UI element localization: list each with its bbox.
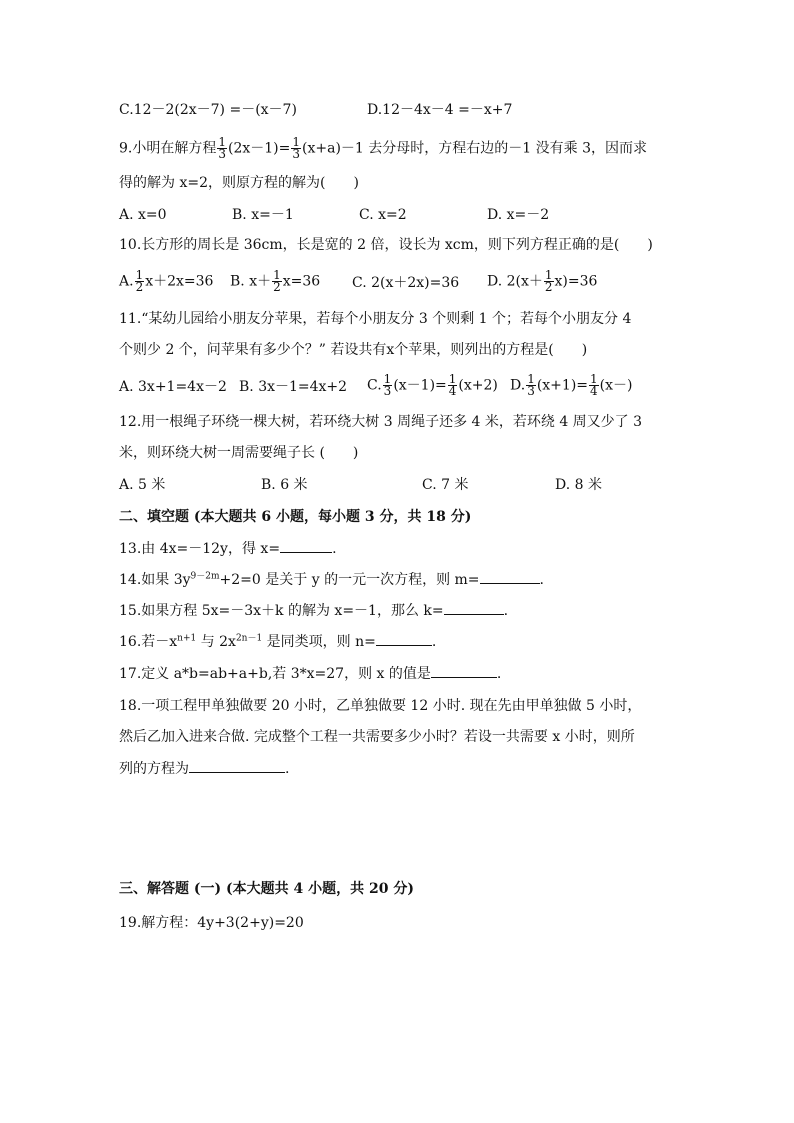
answer-blank[interactable] xyxy=(480,569,540,584)
option-text: (x－1)= xyxy=(393,377,447,394)
q11-line-1: 11.“某幼儿园给小朋友分苹果，若每个小朋友分 3 个则剩 1 个；若每个小朋友分 4 xyxy=(119,311,632,327)
fraction-denominator: 4 xyxy=(448,384,457,398)
exponent: 2n－1 xyxy=(235,633,263,644)
q8-option-c: C.12－2(2x－7) =－(x－7) xyxy=(119,102,297,118)
q16-text: 16.若－x xyxy=(119,634,178,650)
exponent: n+1 xyxy=(177,633,197,644)
q15-period: . xyxy=(503,603,509,619)
fraction-denominator: 4 xyxy=(590,384,598,398)
fraction xyxy=(448,374,458,397)
option-letter: D. xyxy=(510,377,526,394)
q14-text: +2=0 是关于 y 的一元一次方程，则 m= xyxy=(219,572,480,588)
q16-period: . xyxy=(431,634,437,650)
q17-period: . xyxy=(496,666,502,682)
q12-option-c: C. 7 米 xyxy=(422,477,469,493)
fraction-denominator: 2 xyxy=(135,280,144,294)
option-text: B. x＋ xyxy=(230,273,272,290)
q9-option-c: C. x=2 xyxy=(359,207,407,223)
q14-text: 14.如果 3y xyxy=(119,572,191,588)
exponent: 9－2m xyxy=(190,571,220,582)
fraction xyxy=(217,137,227,160)
option-text: (x+2) xyxy=(458,377,498,394)
q18-period: . xyxy=(285,761,290,777)
q9-option-b: B. x=－1 xyxy=(232,207,294,223)
fraction-denominator: 3 xyxy=(527,384,535,398)
q13-period: . xyxy=(332,541,337,557)
q17-text: 17.定义 a*b=ab+a+b,若 3*x=27，则 x 的值是 xyxy=(119,666,431,682)
fraction-numerator: 1 xyxy=(383,372,392,386)
q13-text: 13.由 4x=－12y，得 x= xyxy=(119,541,281,557)
fraction-numerator: 1 xyxy=(544,268,553,282)
q8-option-d: D.12－4x－4 =－x+7 xyxy=(367,102,513,118)
q9-text-c: (x+a)－1 去分母时，方程右边的－1 没有乘 3，因而求 xyxy=(302,140,647,157)
q14-period: . xyxy=(539,572,544,588)
fraction-numerator: 1 xyxy=(292,135,301,149)
q9-text-a: 9.小明在解方程 xyxy=(119,140,217,157)
q13 xyxy=(119,538,337,559)
answer-blank[interactable] xyxy=(280,538,332,553)
fraction-numerator: 1 xyxy=(527,372,535,386)
fraction-numerator: 1 xyxy=(448,372,457,386)
fraction-numerator: 1 xyxy=(590,372,598,386)
q12-option-b: B. 6 米 xyxy=(261,477,308,493)
q12-option-d: D. 8 米 xyxy=(555,477,602,493)
q11-line-2: 个则少 2 个，问苹果有多少个？” 若设共有x个苹果，则列出的方程是( ) xyxy=(119,342,588,358)
q18-line-2: 然后乙加入进来合做. 完成整个工程一共需要多少小时？若设一共需要 x 小时，则所 xyxy=(119,729,635,745)
fraction xyxy=(383,374,393,397)
q18-text: 列的方程为 xyxy=(119,761,189,777)
q10-option-a xyxy=(119,270,213,293)
q16-text: 与 2x xyxy=(196,634,236,650)
option-text: (x+1)= xyxy=(536,377,589,394)
q11-option-c xyxy=(367,374,498,397)
fraction xyxy=(589,374,599,397)
q10-stem: 10.长方形的周长是 36cm，长是宽的 2 倍，设长为 xcm，则下列方程正确的是( ) xyxy=(119,237,653,253)
option-text: x＋2x=36 xyxy=(145,273,214,290)
q10-option-c: C. 2(x＋2x)=36 xyxy=(352,275,460,291)
q9-text-b: (2x－1)= xyxy=(228,140,291,157)
q11-option-d xyxy=(510,374,632,397)
q12-option-a: A. 5 米 xyxy=(119,477,166,493)
answer-blank[interactable] xyxy=(376,631,432,646)
answer-blank[interactable] xyxy=(189,758,285,773)
q18-line-1: 18.一项工程甲单独做要 20 小时，乙单独做要 12 小时. 现在先由甲单独做 5 小时， xyxy=(119,698,642,714)
q16 xyxy=(119,631,436,652)
option-text: D. 2(x＋ xyxy=(487,273,543,290)
option-text: x=36 xyxy=(282,273,321,290)
q11-option-a: A. 3x+1=4x－2 xyxy=(119,379,227,395)
q16-text: 是同类项，则 n= xyxy=(262,634,376,650)
fraction xyxy=(135,270,145,293)
fraction-denominator: 3 xyxy=(383,384,392,398)
section-2-heading: 二、填空题 (本大题共 6 小题，每小题 3 分，共 18 分) xyxy=(119,509,472,525)
fraction-numerator: 1 xyxy=(273,268,281,282)
q10-option-d xyxy=(487,270,597,293)
q10-option-b xyxy=(230,270,320,293)
fraction xyxy=(291,137,301,160)
fraction-denominator: 3 xyxy=(292,147,301,161)
answer-blank[interactable] xyxy=(444,600,504,615)
answer-blank[interactable] xyxy=(431,663,497,678)
option-letter: C. xyxy=(367,377,382,394)
q14 xyxy=(119,569,544,590)
q18-line-3 xyxy=(119,758,289,779)
option-text: x)=36 xyxy=(554,273,598,290)
fraction-denominator: 3 xyxy=(218,147,226,161)
q15-text: 15.如果方程 5x=－3x＋k 的解为 x=－1，那么 k= xyxy=(119,603,444,619)
q15 xyxy=(119,600,508,621)
q11-option-b: B. 3x－1=4x+2 xyxy=(239,379,348,395)
fraction-denominator: 2 xyxy=(544,280,553,294)
fraction-numerator: 1 xyxy=(135,268,144,282)
fraction xyxy=(544,270,554,293)
section-3-heading: 三、解答题 (一) (本大题共 4 小题，共 20 分) xyxy=(119,881,414,897)
q9-line-2: 得的解为 x=2，则原方程的解为( ) xyxy=(119,175,359,191)
fraction-denominator: 2 xyxy=(273,280,281,294)
fraction xyxy=(526,374,536,397)
fraction xyxy=(272,270,282,293)
q9-option-a: A. x=0 xyxy=(119,207,167,223)
q17 xyxy=(119,663,501,684)
fraction-numerator: 1 xyxy=(218,135,226,149)
q12-line-2: 米，则环绕大树一周需要绳子长 ( ) xyxy=(119,445,359,461)
q12-line-1: 12.用一根绳子环绕一棵大树，若环绕大树 3 周绳子还多 4 米，若环绕 4 周又少了 3 xyxy=(119,414,643,430)
option-letter: A. xyxy=(119,273,134,290)
q19: 19.解方程：4y+3(2+y)=20 xyxy=(119,915,304,931)
option-text: (x－) xyxy=(599,377,633,394)
q9-line-1 xyxy=(119,137,647,160)
q9-option-d: D. x=－2 xyxy=(487,207,550,223)
